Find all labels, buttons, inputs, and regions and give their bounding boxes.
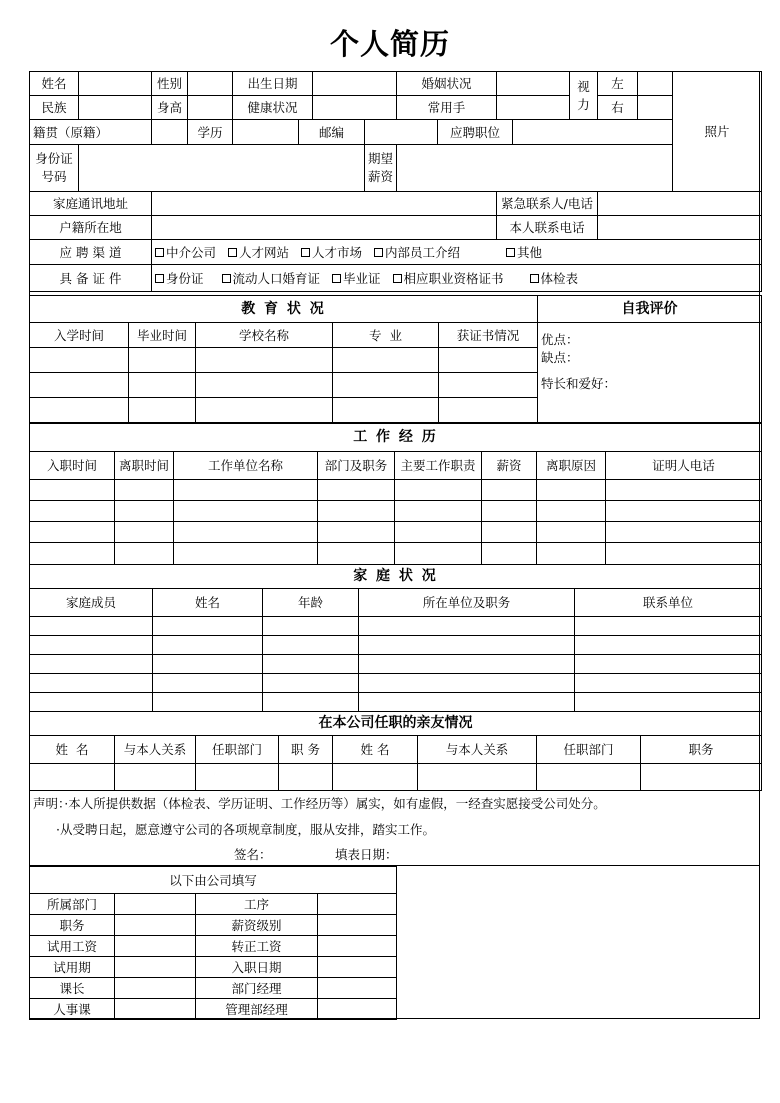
birth-date-field[interactable]	[313, 72, 397, 96]
company-row-label: 人事课	[30, 999, 115, 1020]
company-row-label: 入职日期	[196, 957, 318, 978]
family-cell[interactable]	[263, 636, 359, 655]
company-field[interactable]	[115, 894, 196, 915]
work-cell[interactable]	[318, 522, 395, 543]
expected-salary-label	[365, 145, 397, 192]
edu-header-school: 学校名称	[196, 323, 333, 348]
work-section-title: 工 作 经 历	[30, 424, 762, 452]
family-cell[interactable]	[575, 674, 762, 693]
family-cell[interactable]	[359, 617, 575, 636]
marital-label: 婚姻状况	[397, 72, 497, 96]
company-row-label: 课长	[30, 978, 115, 999]
work-cell[interactable]	[606, 522, 762, 543]
work-header-dept: 部门及职务	[318, 452, 395, 480]
work-cell[interactable]	[537, 501, 606, 522]
education-table	[29, 295, 762, 423]
declaration-line-1: 声明：·本人所提供数据（体检表、学历证明、工作经历等）属实，如有虚假，一经查实愿接受公司处分。	[33, 796, 606, 811]
family-cell[interactable]	[263, 693, 359, 712]
work-cell[interactable]	[115, 543, 174, 565]
ethnicity-label: 民族	[30, 96, 79, 120]
education-label: 学历	[188, 120, 233, 145]
cert-option-id-card[interactable]: 身份证	[155, 271, 204, 286]
position-label: 应聘职位	[438, 120, 513, 145]
work-cell[interactable]	[395, 480, 482, 501]
company-field[interactable]	[115, 978, 196, 999]
work-cell[interactable]	[606, 543, 762, 565]
rel-header-name: 姓 名	[30, 736, 115, 764]
resume-title: 个人简历	[329, 27, 450, 61]
signature-label[interactable]: 签名：	[234, 847, 272, 862]
company-row-label: 部门经理	[196, 978, 318, 999]
work-cell[interactable]	[606, 501, 762, 522]
checkbox-icon[interactable]	[301, 248, 310, 257]
postcode-label: 邮编	[299, 120, 365, 145]
edu-cell[interactable]	[439, 373, 538, 398]
rel-cell[interactable]	[196, 764, 279, 791]
family-cell[interactable]	[153, 693, 263, 712]
family-cell[interactable]	[153, 674, 263, 693]
cert-option-family-planning[interactable]: 流动人口婚育证	[222, 271, 321, 286]
work-header-reason: 离职原因	[537, 452, 606, 480]
edu-header-major: 专 业	[333, 323, 439, 348]
position-field[interactable]	[513, 120, 673, 145]
checkbox-icon[interactable]	[393, 274, 402, 283]
family-cell[interactable]	[153, 636, 263, 655]
work-cell[interactable]	[537, 480, 606, 501]
family-table	[29, 564, 762, 712]
work-cell[interactable]	[395, 501, 482, 522]
self-eval-strengths: 优点：	[541, 332, 579, 347]
family-section-title: 家 庭 状 况	[30, 565, 762, 589]
native-place-label: 籍贯（原籍）	[30, 120, 152, 145]
declaration	[29, 790, 760, 866]
channel-options	[152, 240, 762, 265]
edu-cell[interactable]	[196, 398, 333, 423]
height-field[interactable]	[188, 96, 233, 120]
family-cell[interactable]	[30, 617, 153, 636]
phone-field[interactable]	[598, 216, 762, 240]
work-cell[interactable]	[537, 522, 606, 543]
work-cell[interactable]	[30, 480, 115, 501]
edu-cell[interactable]	[439, 348, 538, 373]
company-row-label: 试用工资	[30, 936, 115, 957]
marital-field[interactable]	[497, 72, 570, 96]
edu-cell[interactable]	[129, 373, 196, 398]
health-field[interactable]	[313, 96, 397, 120]
company-row-label: 薪资级别	[196, 915, 318, 936]
handedness-field[interactable]	[497, 96, 570, 120]
checkbox-icon[interactable]	[530, 274, 539, 283]
cert-option-qualification[interactable]: 相应职业资格证书	[393, 271, 504, 286]
health-label: 健康状况	[233, 96, 313, 120]
work-cell[interactable]	[115, 480, 174, 501]
relatives-table	[29, 711, 762, 791]
family-header-age: 年龄	[263, 589, 359, 617]
edu-header-certificate: 获证书情况	[439, 323, 538, 348]
family-cell[interactable]	[359, 674, 575, 693]
expected-salary-field[interactable]	[397, 145, 673, 192]
vision-right-field[interactable]	[638, 96, 673, 120]
gender-label: 性别	[152, 72, 188, 96]
checkbox-icon[interactable]	[374, 248, 383, 257]
birth-date-label: 出生日期	[233, 72, 313, 96]
company-row-label: 转正工资	[196, 936, 318, 957]
family-cell[interactable]	[263, 617, 359, 636]
rel-cell[interactable]	[279, 764, 333, 791]
company-field[interactable]	[115, 957, 196, 978]
self-eval-title: 自我评价	[538, 296, 762, 323]
channel-option-other[interactable]: 其他	[506, 245, 542, 260]
id-number-label-text: 身份证号码	[35, 151, 73, 184]
rel-header-dept: 任职部门	[196, 736, 279, 764]
emergency-contact-label: 紧急联系人/电话	[497, 192, 598, 216]
self-eval-box[interactable]	[538, 323, 762, 423]
self-eval-hobbies: 特长和爱好：	[541, 376, 617, 391]
edu-cell[interactable]	[30, 348, 129, 373]
work-cell[interactable]	[482, 480, 537, 501]
work-header-company: 工作单位名称	[174, 452, 318, 480]
channel-label: 应 聘 渠 道	[30, 240, 152, 265]
native-place-field[interactable]	[152, 120, 188, 145]
declaration-line-2: ·从受聘日起，愿意遵守公司的各项规章制度，服从安排，踏实工作。	[56, 822, 435, 837]
family-header-contact: 联系单位	[575, 589, 762, 617]
company-field[interactable]	[115, 915, 196, 936]
channel-option-website[interactable]: 人才网站	[228, 245, 289, 260]
edu-cell[interactable]	[439, 398, 538, 423]
work-cell[interactable]	[30, 522, 115, 543]
family-cell[interactable]	[575, 636, 762, 655]
rel-header-title: 职 务	[279, 736, 333, 764]
checkbox-icon[interactable]	[228, 248, 237, 257]
family-cell[interactable]	[30, 655, 153, 674]
edu-cell[interactable]	[129, 398, 196, 423]
rel-header-relation-2: 与本人关系	[418, 736, 537, 764]
company-field[interactable]	[318, 915, 397, 936]
checkbox-icon[interactable]	[222, 274, 231, 283]
work-table	[29, 423, 762, 565]
work-cell[interactable]	[606, 480, 762, 501]
family-cell[interactable]	[575, 693, 762, 712]
fill-date-label[interactable]: 填表日期：	[335, 847, 398, 862]
company-field[interactable]	[115, 936, 196, 957]
household-label: 户籍所在地	[30, 216, 152, 240]
edu-cell[interactable]	[196, 373, 333, 398]
work-cell[interactable]	[30, 543, 115, 565]
channel-option-referral[interactable]: 内部员工介绍	[374, 245, 460, 260]
gender-field[interactable]	[188, 72, 233, 96]
vision-left-label: 左	[598, 72, 638, 96]
family-cell[interactable]	[359, 655, 575, 674]
work-cell[interactable]	[537, 543, 606, 565]
rel-cell[interactable]	[115, 764, 196, 791]
work-cell[interactable]	[395, 522, 482, 543]
postcode-field[interactable]	[365, 120, 438, 145]
rel-cell[interactable]	[30, 764, 115, 791]
work-header-start: 入职时间	[30, 452, 115, 480]
work-header-duties: 主要工作职责	[395, 452, 482, 480]
phone-label: 本人联系电话	[497, 216, 598, 240]
home-address-field[interactable]	[152, 192, 497, 216]
relatives-section-title: 在本公司任职的亲友情况	[30, 712, 762, 736]
family-cell[interactable]	[263, 655, 359, 674]
work-cell[interactable]	[174, 543, 318, 565]
family-header-member: 家庭成员	[30, 589, 153, 617]
cert-option-medical[interactable]: 体检表	[530, 271, 579, 286]
rel-header-relation: 与本人关系	[115, 736, 196, 764]
edu-header-end: 毕业时间	[129, 323, 196, 348]
name-label: 姓名	[30, 72, 79, 96]
household-field[interactable]	[152, 216, 497, 240]
work-cell[interactable]	[482, 543, 537, 565]
work-cell[interactable]	[30, 501, 115, 522]
cert-option-diploma[interactable]: 毕业证	[332, 271, 381, 286]
company-field[interactable]	[318, 936, 397, 957]
company-field[interactable]	[318, 978, 397, 999]
education-section-title: 教 育 状 况	[30, 296, 538, 323]
company-row-label: 职务	[30, 915, 115, 936]
family-header-name: 姓名	[153, 589, 263, 617]
edu-cell[interactable]	[333, 373, 439, 398]
work-cell[interactable]	[115, 501, 174, 522]
work-cell[interactable]	[318, 480, 395, 501]
cert-options	[152, 265, 762, 292]
company-row-label: 试用期	[30, 957, 115, 978]
company-field[interactable]	[115, 999, 196, 1020]
name-field[interactable]	[79, 72, 152, 96]
company-section-title: 以下由公司填写	[30, 867, 397, 894]
company-row-label: 工序	[196, 894, 318, 915]
self-eval-weaknesses: 缺点：	[541, 350, 579, 365]
work-cell[interactable]	[318, 543, 395, 565]
emergency-contact-field[interactable]	[598, 192, 762, 216]
edu-cell[interactable]	[196, 348, 333, 373]
family-cell[interactable]	[263, 674, 359, 693]
rel-header-title-2: 职务	[641, 736, 762, 764]
work-cell[interactable]	[482, 522, 537, 543]
edu-cell[interactable]	[333, 398, 439, 423]
education-field[interactable]	[233, 120, 299, 145]
rel-cell[interactable]	[537, 764, 641, 791]
channel-option-talent-market[interactable]: 人才市场	[301, 245, 362, 260]
family-cell[interactable]	[30, 674, 153, 693]
edu-cell[interactable]	[30, 373, 129, 398]
rel-header-name-2: 姓 名	[333, 736, 418, 764]
edu-cell[interactable]	[129, 348, 196, 373]
rel-cell[interactable]	[333, 764, 418, 791]
family-cell[interactable]	[30, 636, 153, 655]
checkbox-icon[interactable]	[332, 274, 341, 283]
checkbox-icon[interactable]	[155, 248, 164, 257]
id-number-label	[30, 145, 79, 192]
work-cell[interactable]	[318, 501, 395, 522]
work-cell[interactable]	[482, 501, 537, 522]
handedness-label: 常用手	[397, 96, 497, 120]
height-label: 身高	[152, 96, 188, 120]
company-use-table	[29, 866, 397, 1020]
company-row-label: 管理部经理	[196, 999, 318, 1020]
home-address-label: 家庭通讯地址	[30, 192, 152, 216]
vision-label	[570, 72, 598, 120]
basic-info-table	[29, 71, 762, 292]
family-cell[interactable]	[359, 636, 575, 655]
family-cell[interactable]	[153, 655, 263, 674]
work-header-salary: 薪资	[482, 452, 537, 480]
ethnicity-field[interactable]	[79, 96, 152, 120]
company-field[interactable]	[318, 957, 397, 978]
edu-cell[interactable]	[333, 348, 439, 373]
work-cell[interactable]	[174, 522, 318, 543]
family-cell[interactable]	[575, 617, 762, 636]
photo-box[interactable]: 照片	[673, 72, 762, 192]
rel-cell[interactable]	[641, 764, 762, 791]
vision-right-label: 右	[598, 96, 638, 120]
checkbox-icon[interactable]	[506, 248, 515, 257]
edu-cell[interactable]	[30, 398, 129, 423]
edu-header-start: 入学时间	[30, 323, 129, 348]
family-cell[interactable]	[30, 693, 153, 712]
rel-header-dept-2: 任职部门	[537, 736, 641, 764]
checkbox-icon[interactable]	[155, 274, 164, 283]
expected-salary-label-text: 期望薪资	[368, 151, 394, 184]
family-header-employer: 所在单位及职务	[359, 589, 575, 617]
work-header-reference: 证明人电话	[606, 452, 762, 480]
family-cell[interactable]	[153, 617, 263, 636]
family-cell[interactable]	[575, 655, 762, 674]
id-number-field[interactable]	[79, 145, 365, 192]
work-cell[interactable]	[395, 543, 482, 565]
family-cell[interactable]	[359, 693, 575, 712]
work-cell[interactable]	[174, 501, 318, 522]
work-cell[interactable]	[174, 480, 318, 501]
company-field[interactable]	[318, 999, 397, 1020]
work-header-end: 离职时间	[115, 452, 174, 480]
vision-label-text: 视力	[577, 78, 590, 112]
rel-cell[interactable]	[418, 764, 537, 791]
cert-label: 具 备 证 件	[30, 265, 152, 292]
channel-option-agency[interactable]: 中介公司	[155, 245, 216, 260]
work-cell[interactable]	[115, 522, 174, 543]
company-row-label: 所属部门	[30, 894, 115, 915]
company-field[interactable]	[318, 894, 397, 915]
vision-left-field[interactable]	[638, 72, 673, 96]
